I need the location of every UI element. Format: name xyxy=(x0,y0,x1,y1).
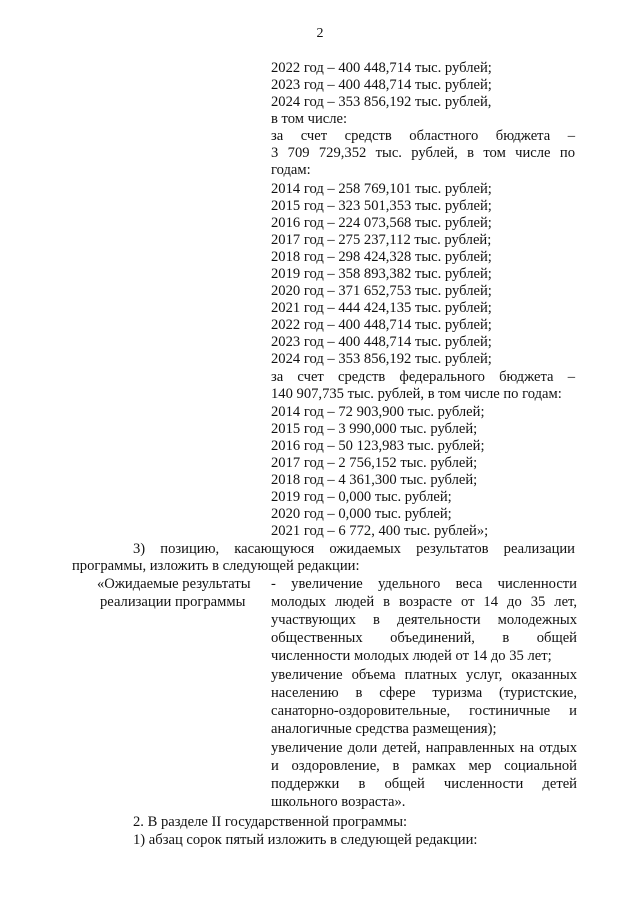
results-line: участвующих в деятельности молодежных xyxy=(271,612,577,628)
federal-year-line: 2015 год – 3 990,000 тыс. рублей; xyxy=(271,421,478,437)
results-line: населению в сфере туризма (туристские, xyxy=(271,685,577,701)
item3-text: 3) позицию, касающуюся ожидаемых результатов реализации xyxy=(133,541,575,557)
federal-year-line: 2017 год – 2 756,152 тыс. рублей; xyxy=(271,455,478,471)
results-line: и оздоровление, в рамках мер социальной xyxy=(271,758,577,774)
regional-year-line: 2024 год – 353 856,192 тыс. рублей; xyxy=(271,351,492,367)
regional-intro: за счет средств областного бюджета – xyxy=(271,128,575,144)
results-line: - увеличение удельного веса численности xyxy=(271,576,577,592)
results-line: санаторно-оздоровительные, гостиничные и xyxy=(271,703,577,719)
federal-year-line: 2021 год – 6 772, 400 тыс. рублей»; xyxy=(271,523,489,539)
federal-total: 140 907,735 тыс. рублей, в том числе по годам: xyxy=(271,386,562,402)
funding-line: 2024 год – 353 856,192 тыс. рублей, xyxy=(271,94,492,110)
regional-year-line: 2014 год – 258 769,101 тыс. рублей; xyxy=(271,181,492,197)
regional-year-line: 2022 год – 400 448,714 тыс. рублей; xyxy=(271,317,492,333)
federal-year-line: 2020 год – 0,000 тыс. рублей; xyxy=(271,506,452,522)
regional-year-line: 2020 год – 371 652,753 тыс. рублей; xyxy=(271,283,492,299)
regional-year-line: 2018 год – 298 424,328 тыс. рублей; xyxy=(271,249,492,265)
results-line: общественных объединений, в общей xyxy=(271,630,577,646)
results-line: поддержки в общей численности детей xyxy=(271,776,577,792)
paragraph-text: 1) абзац сорок пятый изложить в следующей редакции: xyxy=(133,832,478,848)
regional-year-line: 2021 год – 444 424,135 тыс. рублей; xyxy=(271,300,492,316)
results-line: аналогичные средства размещения); xyxy=(271,721,497,737)
section-heading: 2. В разделе II государственной программы: xyxy=(133,814,408,830)
item3-text-cont: программы, изложить в следующей редакции: xyxy=(72,558,360,574)
results-line: увеличение объема платных услуг, оказанных xyxy=(271,667,577,683)
regional-intro-end: годам: xyxy=(271,162,311,178)
federal-year-line: 2014 год – 72 903,900 тыс. рублей; xyxy=(271,404,485,420)
funding-line: 2022 год – 400 448,714 тыс. рублей; xyxy=(271,60,492,76)
federal-year-line: 2018 год – 4 361,300 тыс. рублей; xyxy=(271,472,478,488)
results-row-title: реализации программы xyxy=(100,594,246,610)
results-line: численности молодых людей от 14 до 35 лет; xyxy=(271,648,552,664)
funding-line: 2023 год – 400 448,714 тыс. рублей; xyxy=(271,77,492,93)
regional-year-line: 2019 год – 358 893,382 тыс. рублей; xyxy=(271,266,492,282)
regional-total: 3 709 729,352 тыс. рублей, в том числе по xyxy=(271,145,575,161)
regional-year-line: 2015 год – 323 501,353 тыс. рублей; xyxy=(271,198,492,214)
federal-year-line: 2016 год – 50 123,983 тыс. рублей; xyxy=(271,438,485,454)
regional-year-line: 2016 год – 224 073,568 тыс. рублей; xyxy=(271,215,492,231)
regional-year-line: 2023 год – 400 448,714 тыс. рублей; xyxy=(271,334,492,350)
results-line: школьного возраста». xyxy=(271,794,406,810)
federal-year-line: 2019 год – 0,000 тыс. рублей; xyxy=(271,489,452,505)
regional-year-line: 2017 год – 275 237,112 тыс. рублей; xyxy=(271,232,492,248)
funding-line: в том числе: xyxy=(271,111,348,127)
results-line: молодых людей в возрасте от 14 до 35 лет, xyxy=(271,594,577,610)
page-number: 2 xyxy=(316,26,324,41)
results-line: увеличение доли детей, направленных на отдых xyxy=(271,740,577,756)
federal-intro: за счет средств федерального бюджета – xyxy=(271,369,575,385)
results-row-title: «Ожидаемые результаты xyxy=(97,576,251,592)
